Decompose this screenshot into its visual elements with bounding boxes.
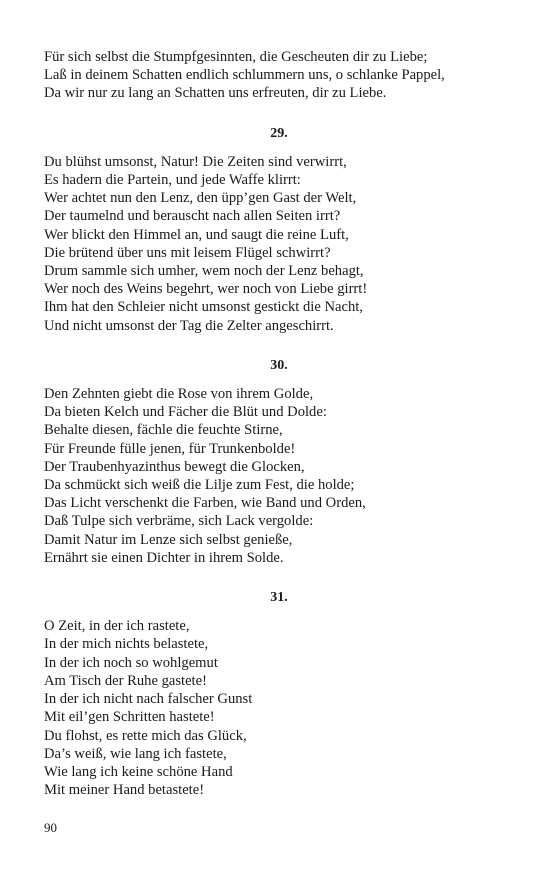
stanza-29 <box>44 153 514 335</box>
stanza-30 <box>44 385 514 567</box>
verse-line: Da’s weiß, wie lang ich fastete, <box>44 745 227 762</box>
verse-line: Es hadern die Partein, und jede Waffe klirrt: <box>44 172 301 189</box>
verse-line: Für Freunde fülle jenen, für Trunkenbolde! <box>44 440 296 457</box>
verse-line: Behalte diesen, fächle die feuchte Stirne, <box>44 422 283 439</box>
verse-line: In der ich nicht nach falscher Gunst <box>44 691 253 708</box>
verse-line: In der ich noch so wohlgemut <box>44 654 218 671</box>
verse-line: Da bieten Kelch und Fächer die Blüt und Dolde: <box>44 404 327 421</box>
page-number: 90 <box>44 820 57 835</box>
verse-line: In der mich nichts belastete, <box>44 636 209 653</box>
verse-line: Laß in deinem Schatten endlich schlummern uns, o schlanke Pappel, <box>44 67 445 84</box>
verse-line: Mit meiner Hand betastete! <box>44 782 205 799</box>
poem-number: 29. <box>270 125 288 141</box>
verse-line: Da schmückt sich weiß die Lilje zum Fest, die holde; <box>44 477 355 494</box>
verse-line: Du flohst, es rette mich das Glück, <box>44 727 247 744</box>
verse-line: Und nicht umsonst der Tag die Zelter angeschirrt. <box>44 317 334 334</box>
verse-line: Du blühst umsonst, Natur! Die Zeiten sind verwirrt, <box>44 153 347 170</box>
verse-line: Das Licht verschenkt die Farben, wie Band und Orden, <box>44 495 366 512</box>
stanza-fragment <box>44 48 514 103</box>
verse-line: Da wir nur zu lang an Schatten uns erfreuten, dir zu Liebe. <box>44 85 387 102</box>
poem-number: 30. <box>270 357 288 373</box>
poem-number: 31. <box>270 590 288 606</box>
verse-line: Ihm hat den Schleier nicht umsonst gestickt die Nacht, <box>44 299 363 316</box>
verse-line: Die brütend über uns mit leisem Flügel schwirrt? <box>44 244 331 261</box>
verse-line: Am Tisch der Ruhe gastete! <box>44 672 207 689</box>
verse-line: Wie lang ich keine schöne Hand <box>44 763 233 780</box>
verse-line: Den Zehnten giebt die Rose von ihrem Golde, <box>44 386 314 403</box>
verse-line: Wer noch des Weins begehrt, wer noch von Liebe girrt! <box>44 281 368 298</box>
verse-line: Wer achtet nun den Lenz, den üpp’gen Gast der Welt, <box>44 190 357 207</box>
page-text <box>44 48 514 799</box>
verse-line: Mit eil’gen Schritten hastete! <box>44 709 215 726</box>
verse-line: Damit Natur im Lenze sich selbst genieße, <box>44 531 293 548</box>
verse-line: Für sich selbst die Stumpfgesinnten, die Gescheuten dir zu Liebe; <box>44 49 428 65</box>
verse-line: Drum sammle sich umher, wem noch der Lenz behagt, <box>44 263 364 280</box>
verse-line: Der Traubenhyazinthus bewegt die Glocken, <box>44 458 305 475</box>
verse-line: Der taumelnd und berauscht nach allen Seiten irrt? <box>44 208 341 225</box>
stanza-31 <box>44 617 514 799</box>
verse-line: Wer blickt den Himmel an, und saugt die reine Luft, <box>44 226 349 243</box>
verse-line: O Zeit, in der ich rastete, <box>44 618 190 635</box>
verse-line: Ernährt sie einen Dichter in ihrem Solde. <box>44 549 284 566</box>
verse-line: Daß Tulpe sich verbräme, sich Lack vergolde: <box>44 513 314 530</box>
